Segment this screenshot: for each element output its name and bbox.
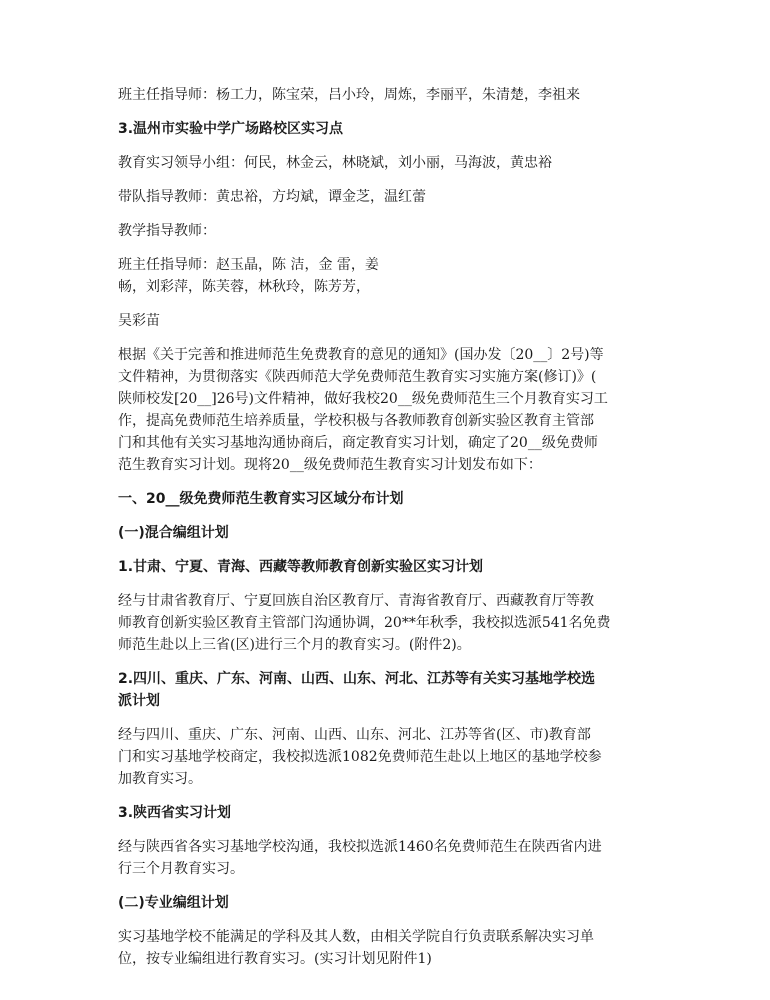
- heading-major-group: (二)专业编组计划: [118, 895, 229, 911]
- heading-sichuan-plan: 2.四川、重庆、广东、河南、山西、山东、河北、江苏等有关实习基地学校选 派计划: [118, 671, 596, 709]
- section-heading-wenzhou: 3.温州市实验中学广场路校区实习点: [118, 121, 344, 137]
- class-teacher-list-1: 班主任指导师：杨工力，陈宝荣，吕小玲，周炼，李丽平，朱清楚，李祖来: [118, 87, 580, 103]
- major-group-paragraph: 实习基地学校不能满足的学科及其人数，由相关学院自行负责联系解决实习单 位，按专业编组进行教育实习。(实习计划见附件1): [118, 929, 594, 967]
- heading-shaanxi-plan: 3.陕西省实习计划: [118, 805, 232, 821]
- name-wu-caimiao: 吴彩苗: [118, 313, 160, 329]
- heading-mixed-group: (一)混合编组计划: [118, 525, 229, 541]
- gansu-plan-paragraph: 经与甘肃省教育厅、宁夏回族自治区教育厅、青海省教育厅、西藏教育厅等教 师教育创新实验区教育主管部门沟通协调，20**年秋季，我校拟选派541名免费 师范生赴以上三省(区)进行三个月的教育实习。(附件2)。: [118, 593, 611, 653]
- lead-instructors: 带队指导教师：黄忠裕，方均斌，谭金芝，温红蕾: [118, 189, 426, 205]
- document-page: [118, 84, 658, 982]
- leadership-group: 教育实习领导小组：何民，林金云，林晓斌，刘小丽，马海波，黄忠裕: [118, 155, 552, 171]
- heading-region-plan: 一、20__级免费师范生教育实习区域分布计划: [118, 491, 404, 507]
- class-teacher-list-2: 班主任指导师：赵玉晶，陈 洁，金 雷，姜 畅，刘彩萍，陈芙蓉，林秋玲，陈芳芳，: [118, 257, 379, 295]
- shaanxi-plan-paragraph: 经与陕西省各实习基地学校沟通，我校拟选派1460名免费师范生在陕西省内进 行三个月教育实习。: [118, 839, 602, 877]
- sichuan-plan-paragraph: 经与四川、重庆、广东、河南、山西、山东、河北、江苏等省(区、市)教育部 门和实习基地学校商定，我校拟选派1082免费师范生赴以上地区的基地学校参 加教育实习。: [118, 727, 602, 787]
- intro-paragraph: 根据《关于完善和推进师范生免费教育的意见的通知》(国办发〔20__〕2号)等 文件精神，为贯彻落实《陕西师范大学免费师范生教育实习实施方案(修订)》( 陕师校发[20__]26号)文件精神，做好我校20__级免费师范生三个月教育实习工 作，提高免费师范生培养质量，学校积极与各教师教育创新实验区教育主管部 门和其他有关实习基地沟通协商后，商定教育实习计划，确定了20__级免费师 范生教育实习计划。现将20__级免费师范生教育实习计划发布如下：: [118, 347, 608, 473]
- heading-gansu-plan: 1.甘肃、宁夏、青海、西藏等教师教育创新实验区实习计划: [118, 559, 484, 575]
- teaching-instructors: 教学指导教师：: [118, 223, 216, 239]
